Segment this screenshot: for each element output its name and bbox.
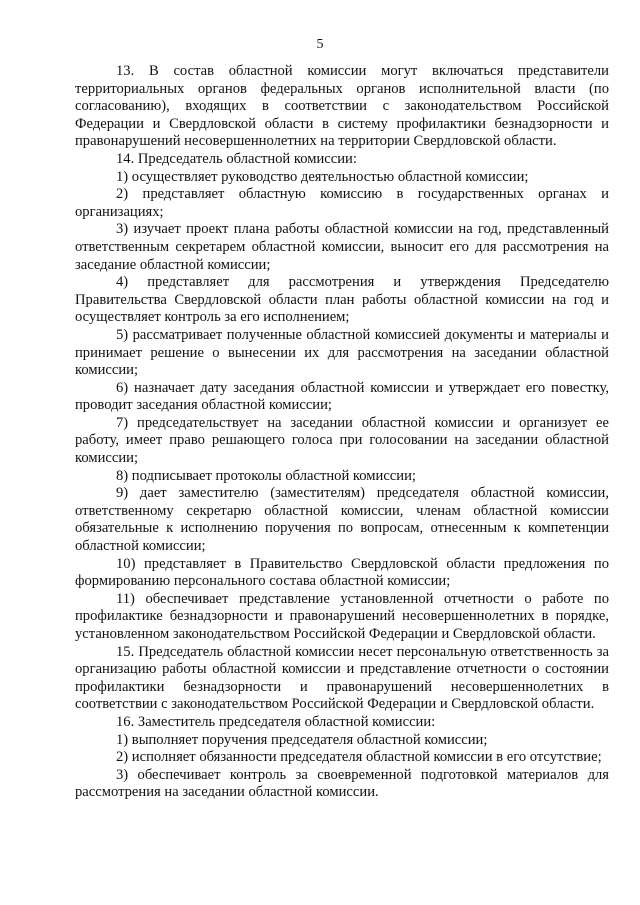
list-item: 2) исполняет обязанности председателя областной комиссии в его отсутствие; [116, 749, 602, 766]
paragraph-13: 13. В состав областной комиссии могут включаться представители территориальных органов федеральных органов исполнительной власти (по согласованию), входящих в соответствии с законодательством Российской Федерации и Свердловской области в систему профилактики безнадзорности и правонарушений несовершеннолетних на территории Свердловской области. [75, 63, 609, 150]
paragraph-16: 16. Заместитель председателя областной комиссии: [116, 713, 436, 730]
list-item: 4) представляет для рассмотрения и утверждения Председателю Правительства Свердловской области план работы областной комиссии на год и осуществляет контроль за его исполнением; [75, 274, 609, 326]
list-item: 1) осуществляет руководство деятельностью областной комиссии; [116, 168, 529, 185]
page-number: 5 [316, 37, 324, 52]
list-item: 8) подписывает протоколы областной комиссии; [116, 467, 416, 484]
list-item: 7) председательствует на заседании областной комиссии и организует ее работу, имеет право решающего голоса при голосовании на заседании областной комиссии; [75, 414, 609, 467]
list-item: 11) обеспечивает представление установленной отчетности о работе по профилактике безнадзорности и правонарушений несовершеннолетних в порядке, установленном законодательством Российской Федерации и Свердловской области. [75, 590, 609, 642]
list-item: 6) назначает дату заседания областной комиссии и утверждает его повестку, проводит заседания областной комиссии; [75, 379, 609, 414]
document-body [75, 63, 609, 802]
paragraph-15: 15. Председатель областной комиссии несет персональную ответственность за организацию работы областной комиссии и представление отчетности о состоянии профилактики безнадзорности и правонарушений несовершеннолетних в соответствии с законодательством Российской Федерации и Свердловской области. [75, 643, 609, 713]
list-item: 3) изучает проект плана работы областной комиссии на год, представленный ответственным секретарем областной комиссии, выносит его для рассмотрения на заседание областной комиссии; [75, 221, 609, 273]
list-item: 10) представляет в Правительство Свердловской области предложения по формированию персонального состава областной комиссии; [75, 555, 609, 590]
list-item: 3) обеспечивает контроль за своевременной подготовкой материалов для рассмотрения на заседании областной комиссии. [75, 766, 609, 801]
list-item: 9) дает заместителю (заместителям) председателя областной комиссии, ответственному секретарю областной комиссии, членам областной комиссии обязательные к исполнению поручения по вопросам, отнесенным к компетенции областной комиссии; [75, 485, 609, 555]
list-item: 2) представляет областную комиссию в государственных органах и организациях; [75, 186, 609, 220]
paragraph-14: 14. Председатель областной комиссии: [116, 150, 357, 167]
list-item: 1) выполняет поручения председателя областной комиссии; [116, 731, 488, 748]
list-item: 5) рассматривает полученные областной комиссией документы и материалы и принимает решение о вынесении их для рассмотрения на заседании областной комиссии; [75, 326, 609, 379]
